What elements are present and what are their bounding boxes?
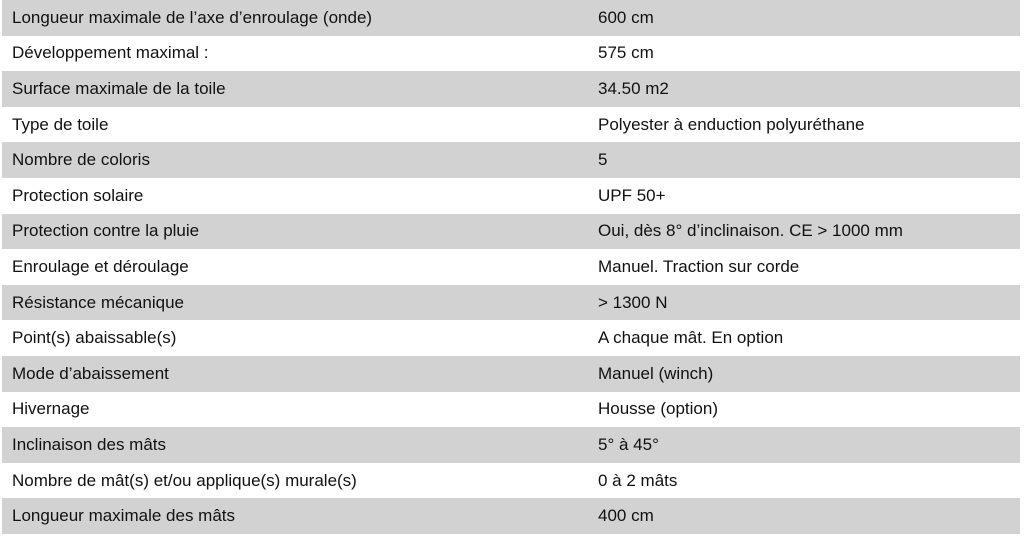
spec-row	[2, 0, 1020, 36]
spec-row	[2, 463, 1020, 499]
spec-label: Protection contre la pluie	[12, 221, 200, 241]
spec-label: Nombre de coloris	[12, 150, 150, 170]
spec-row	[2, 178, 1020, 214]
spec-label: Hivernage	[12, 399, 90, 419]
spec-value: 0 à 2 mâts	[598, 470, 678, 490]
spec-label: Développement maximal :	[12, 43, 209, 63]
spec-label: Résistance mécanique	[12, 292, 184, 312]
spec-value: Oui, dès 8° d’inclinaison. CE > 1000 mm	[598, 221, 903, 241]
specifications-table-body	[2, 0, 1020, 534]
spec-value: 600 cm	[598, 7, 654, 27]
spec-value: 575 cm	[598, 43, 654, 63]
spec-label: Surface maximale de la toile	[12, 78, 226, 98]
spec-value: A chaque mât. En option	[598, 328, 784, 348]
spec-value: UPF 50+	[598, 185, 666, 205]
spec-value: 34.50 m2	[598, 78, 669, 98]
spec-row	[2, 427, 1020, 463]
spec-row	[2, 498, 1020, 534]
spec-label: Longueur maximale de l’axe d’enroulage (onde)	[12, 7, 373, 27]
spec-label: Nombre de mât(s) et/ou applique(s) murale(s)	[12, 470, 357, 490]
spec-value: Polyester à enduction polyuréthane	[598, 114, 865, 134]
spec-row	[2, 356, 1020, 392]
spec-value: 5	[598, 150, 608, 170]
spec-value: > 1300 N	[598, 292, 668, 312]
spec-label: Inclinaison des mâts	[12, 434, 167, 454]
spec-value: Housse (option)	[598, 399, 719, 419]
spec-label: Mode d’abaissement	[12, 363, 169, 383]
spec-value: Manuel (winch)	[598, 363, 714, 383]
spec-row	[2, 285, 1020, 321]
specifications-table	[2, 0, 1020, 534]
spec-value: 400 cm	[598, 506, 654, 526]
spec-label: Point(s) abaissable(s)	[12, 328, 177, 348]
spec-label: Type de toile	[12, 114, 109, 134]
spec-row	[2, 249, 1020, 285]
spec-value: 5° à 45°	[598, 434, 659, 454]
spec-label: Protection solaire	[12, 185, 144, 205]
spec-value: Manuel. Traction sur corde	[598, 256, 800, 276]
spec-row	[2, 320, 1020, 356]
spec-label: Longueur maximale des mâts	[12, 506, 236, 526]
spec-label: Enroulage et déroulage	[12, 256, 189, 276]
spec-row	[2, 214, 1020, 250]
spec-row	[2, 71, 1020, 107]
spec-row	[2, 142, 1020, 178]
spec-row	[2, 392, 1020, 428]
spec-row	[2, 36, 1020, 72]
spec-row	[2, 107, 1020, 143]
